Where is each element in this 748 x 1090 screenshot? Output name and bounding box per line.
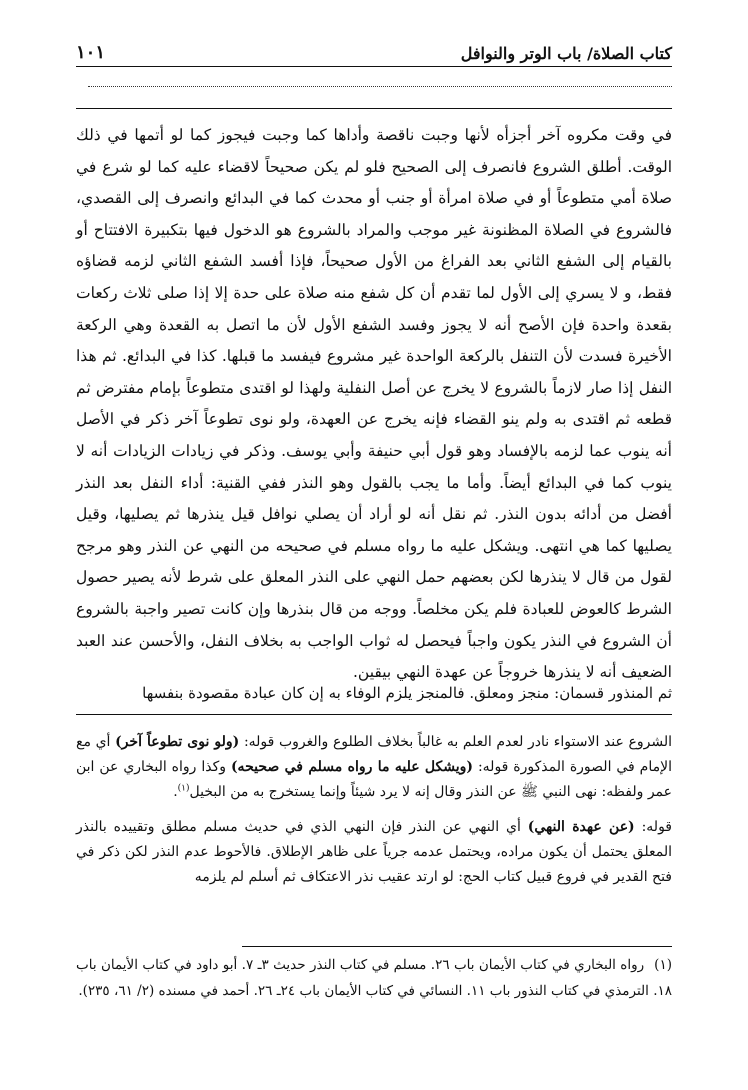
quoted-phrase: (ويشكل عليه ما رواه مسلم في صحيحه) (230, 759, 474, 775)
commentary-paragraph (76, 815, 672, 890)
commentary-text: قوله: (634, 819, 672, 835)
commentary-text: وكذا رواه البخاري عن ابن عمر ولفظه: نهى النبي ﷺ عن النذر وقال إنه لا يرد شيئاً وإنما يستخرج به من البخيل (76, 759, 672, 800)
footnote (76, 952, 672, 1004)
commentary-text: أي مع الإمام في الصورة المذكورة قوله: (76, 734, 672, 775)
main-paragraph: في وقت مكروه آخر أجزأه لأنها وجبت ناقصة وأداها كما وجبت فيجوز كما لو أتمها في ذلك الوقت. أطلق الشروع فانصرف إلى الصحيح فلو لم يكن صحيحاً لاقضاء عليه كما لو شرع في صلاة أمي متطوعاً أو في صلاة امرأة أو جنب أو محدث كما في البدائع وانصرف إلى القصدي، فالشروع في الصلاة المظنونة غير موجب والمراد بالشروع هو الدخول فيها بتكبيرة الافتتاح أو بالقيام إلى الشفع الثاني بعد الفراغ من الأول صحيحاً، فإذا أفسد الشفع الثاني لزمه قضاؤه فقط، و لا يسري إلى الأول لما تقدم أن كل شفع منه صلاة على حدة إلا إذا صلى ثلاث ركعات بقعدة واحدة فإن الأصح أنه لا يجوز وفسد الشفع الأول لأن ما اتصل به القعدة وهي الركعة الأخيرة فسدت لأن التنفل بالركعة الواحدة غير مشروع فيفسد ما قبلها. كذا في البدائع. ثم هذا النفل إذا صار لازماً بالشروع لا يخرج عن أصل النفلية ولهذا لو اقتدى متطوعاً بإمام مفترض ثم قطعه ثم اقتدى به ولم ينو القضاء فإنه يخرج عن العهدة، ولو نوى تطوعاً آخر ذكر في الأصل أنه ينوب عما لزمه بالإفساد وهو قول أبي حنيفة وأبي يوسف. وذكر في زيادات الزيادات أنه لا ينوب كما في البدائع أيضاً. وأما ما يجب بالقول وهو النذر ففي القنية: أداء النفل بعد النذر أفضل من أدائه بدون النذر. ثم نقل أنه لو أراد أن يصلي نوافل قيل ينذرها ثم يصليها، وقيل يصليها كما هي انتهى. ويشكل عليه ما رواه مسلم في صحيحه من النهي عن النذر وهو مرجح لقول من قال لا ينذرها لكن بعضهم حمل النهي على النذر المعلق على شرط لأنه يصير حصول الشرط كالعوض للعبادة فلم يكن مخلصاً. ووجه من قال بنذرها وإن كانت تصير واجبة بالشروع أن الشروع في النذر يكون واجباً فيحصل له ثواب الواجب به بخلاف النفل، والأحسن عند العبد الضعيف أنه لا ينذرها خروجاً عن عهدة النهي بيقين. (76, 126, 672, 682)
quoted-phrase: (عن عهدة النهي) (527, 819, 635, 835)
commentary-text: أي النهي عن النذر فإن النهي الذي في حديث مسلم مطلق وتقييده بالنذر المعلق يحتمل أن يكون مراده، ويحتمل عدمه جرياً على ظاهر الإطلاق. فالأحوط عدم النذر لكن ذكر في فتح القدير في فروع قبيل كتاب الحج: لو ارتد عقيب نذر الاعتكاف ثم أسلم لم يلزمه (76, 819, 672, 885)
page-number: ١٠١ (76, 42, 106, 63)
commentary-paragraph (76, 730, 672, 805)
commentary-text: الشروع عند الاستواء نادر لعدم العلم به غالباً بخلاف الطلوع والغروب قوله: (239, 734, 672, 750)
top-rule (76, 108, 672, 109)
commentary-section (76, 730, 672, 900)
footnote-text: رواه البخاري في كتاب الأيمان باب ٢٦. مسلم في كتاب النذر حديث ٣ـ ٧. أبو داود في كتاب الأيمان باب ١٨. الترمذي في كتاب النذور باب ١١. النسائي في كتاب الأيمان باب ٢٤ـ ٢٦. أحمد في مسنده (٢/ ٦١، ٢٣٥). (76, 957, 672, 999)
running-header (76, 36, 672, 67)
footnote-marker: (١) (654, 957, 672, 973)
dotted-separator (88, 86, 672, 87)
quoted-phrase: (ولو نوى تطوعاً آخر) (115, 734, 240, 750)
footnote-ref[interactable]: (١) (177, 783, 190, 794)
footnotes (76, 952, 672, 1004)
main-text (76, 120, 672, 689)
matn-line: ثم المنذور قسمان: منجز ومعلق. فالمنجز يلزم الوفاء به إن كان عبادة مقصودة بنفسها (76, 676, 672, 715)
footnote-rule (242, 946, 672, 947)
chapter-title: كتاب الصلاة/ باب الوتر والنوافل (460, 44, 672, 63)
commentary-text: . (173, 784, 178, 800)
